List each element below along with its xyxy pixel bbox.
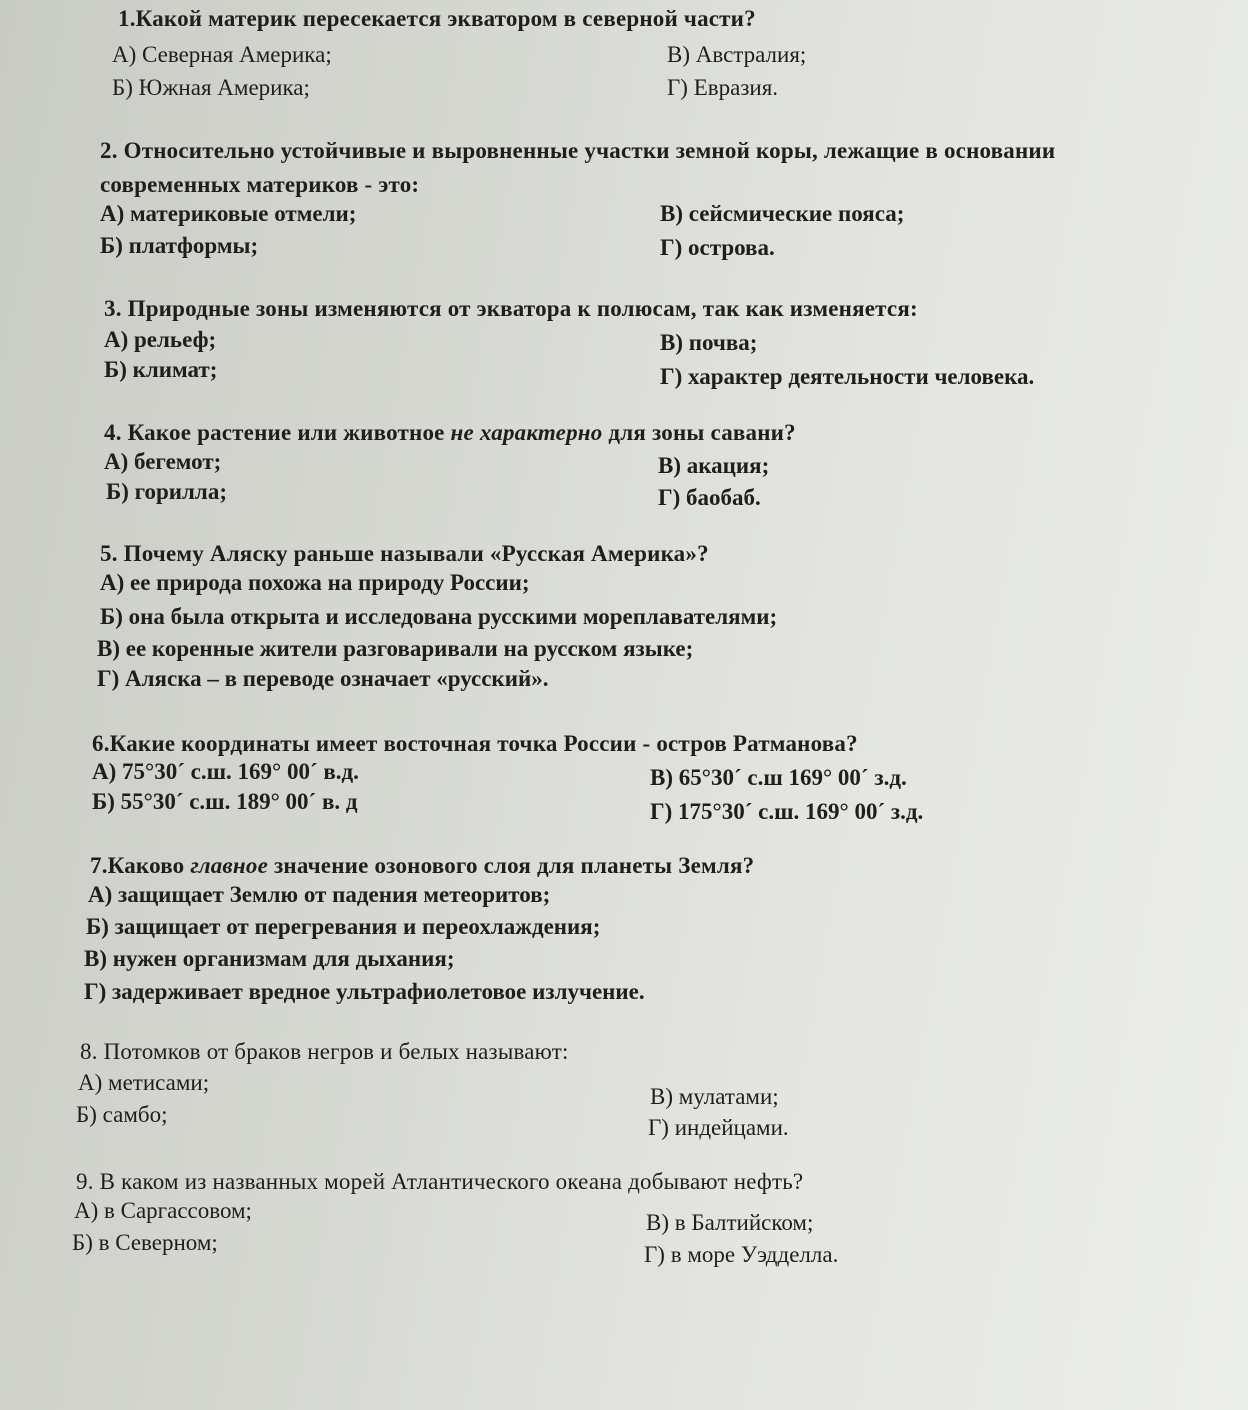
question-7-stem-start: 7.Каково <box>90 853 185 878</box>
question-5-option-a: А) ее природа похожа на природу России; <box>100 570 530 595</box>
question-8-option-b: Б) самбо; <box>76 1102 168 1127</box>
question-5-option-g: Г) Аляска – в переводе означает «русский». <box>97 666 549 691</box>
question-1-option-g: Г) Евразия. <box>667 75 779 100</box>
question-9-option-g: Г) в море Уэдделла. <box>644 1242 839 1267</box>
question-3-option-g: Г) характер деятельности человека. <box>660 364 1035 389</box>
question-7-option-g: Г) задерживает вредное ультрафиолетовое излучение. <box>84 979 645 1004</box>
question-8-option-a: А) метисами; <box>78 1070 210 1095</box>
question-7-option-v: В) нужен организмам для дыхания; <box>84 946 455 971</box>
question-3-option-v: В) почва; <box>660 330 758 355</box>
question-2-option-a: А) материковые отмели; <box>100 201 357 226</box>
question-4-stem-start: 4. Какое растение или животное <box>104 420 445 445</box>
question-6-stem: 6.Какие координаты имеет восточная точка России - остров Ратманова? <box>92 731 858 756</box>
question-7-stem-emphasis: главное <box>190 853 268 878</box>
question-5-option-b: Б) она была открыта и исследована русскими мореплавателями; <box>100 604 778 629</box>
question-2-stem: 2. Относительно устойчивые и выровненные участки земной коры, лежащие в основании современных материков - это: <box>100 138 1056 197</box>
question-1-option-a: А) Северная Америка; <box>112 42 332 67</box>
question-4-stem <box>104 418 796 448</box>
question-4-option-v: В) акация; <box>658 453 770 478</box>
question-9-option-b: Б) в Северном; <box>72 1230 218 1255</box>
question-4-option-a: А) бегемот; <box>104 449 222 474</box>
question-2-option-g: Г) острова. <box>660 235 775 260</box>
question-9-option-a: А) в Саргассовом; <box>74 1198 252 1223</box>
question-6-option-g: Г) 175°30´ с.ш. 169° 00´ з.д. <box>650 799 924 824</box>
question-4-option-b: Б) горилла; <box>106 479 227 504</box>
question-7-option-b: Б) защищает от перегревания и переохлаждения; <box>86 914 601 939</box>
question-9-stem: 9. В каком из названных морей Атлантического океана добывают нефть? <box>76 1169 804 1194</box>
question-8-stem: 8. Потомков от браков негров и белых называют: <box>80 1039 569 1064</box>
question-3-option-b: Б) климат; <box>104 357 218 382</box>
question-8-option-v: В) мулатами; <box>650 1084 779 1109</box>
question-4-stem-emphasis: не характерно <box>450 420 603 445</box>
question-3-option-a: А) рельеф; <box>104 327 217 352</box>
question-9-option-v: В) в Балтийском; <box>646 1210 814 1235</box>
question-1-stem: 1.Какой материк пересекается экватором в северной части? <box>118 6 756 31</box>
question-7-stem <box>90 851 754 881</box>
question-2-option-b: Б) платформы; <box>100 233 259 258</box>
question-5-option-v: В) ее коренные жители разговаривали на русском языке; <box>97 636 694 661</box>
question-7-stem-end: значение озонового слоя для планеты Земля? <box>273 853 755 878</box>
question-2-option-v: В) сейсмические пояса; <box>660 201 905 226</box>
question-1-option-v: В) Австралия; <box>667 42 807 67</box>
question-5-stem: 5. Почему Аляску раньше называли «Русская Америка»? <box>100 541 709 566</box>
question-7-option-a: А) защищает Землю от падения метеоритов; <box>88 882 551 907</box>
question-4-stem-end: для зоны савани? <box>608 420 796 445</box>
question-6-option-b: Б) 55°30´ с.ш. 189° 00´ в. д <box>92 789 358 814</box>
question-3-stem: 3. Природные зоны изменяются от экватора к полюсам, так как изменяется: <box>104 296 918 321</box>
question-4-option-g: Г) баобаб. <box>658 485 761 510</box>
question-8-option-g: Г) индейцами. <box>648 1115 789 1140</box>
question-1-option-b: Б) Южная Америка; <box>112 75 310 100</box>
question-6-option-v: В) 65°30´ с.ш 169° 00´ з.д. <box>650 765 907 790</box>
question-6-option-a: А) 75°30´ с.ш. 169° 00´ в.д. <box>92 759 359 784</box>
